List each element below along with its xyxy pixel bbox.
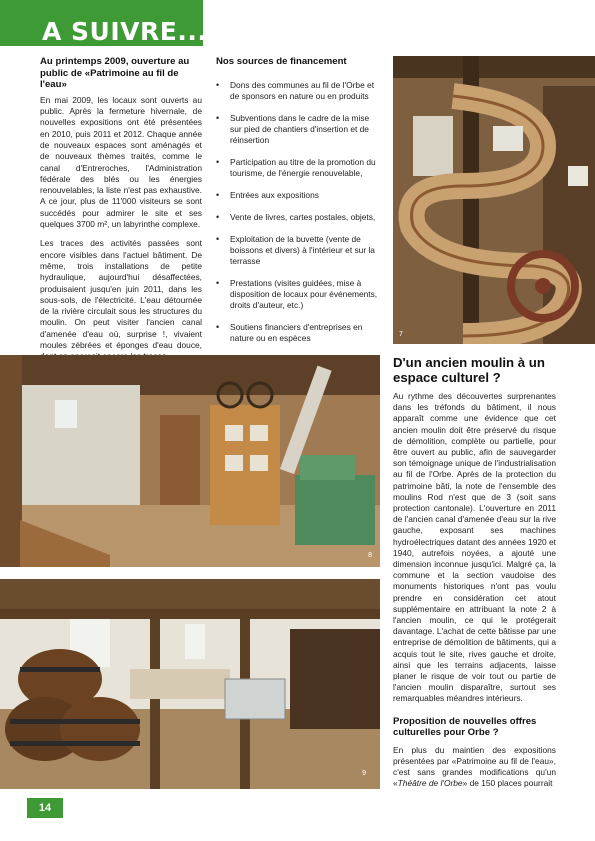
column-3	[393, 355, 556, 790]
barrels-illustration	[0, 579, 380, 789]
col3-paragraph-2-start: En plus du maintien des expositions présentées par «Patrimoine au fil de l'eau», c'est sans grandes modifications qu'un «	[393, 744, 556, 789]
photo-exhibition-hall	[0, 355, 380, 567]
photo-number-8: 8	[368, 552, 372, 559]
section-banner	[0, 0, 208, 46]
col3-paragraph-2-end: » de 150 places pourrait	[462, 778, 553, 789]
photo-number-9: 9	[362, 770, 366, 777]
list-item: • Prestations (visites guidées, mise à disposition de locaux pour événements, droits d'auteur, etc.)	[216, 278, 380, 311]
col3-paragraph: Au rythme des découvertes surprenantes dans les tréfonds du bâtiment, il nous apparaît comme une évidence que cet ancien moulin doit être préservé du risque de démolition, complète ou partielle, pour être ouvert au public, afin de sauvegarder son témoignage unique de l'industrialisation au fil de l'Orbe. Après de la protection du patrimoine bâti, la note de l'ensemble des moulins Rod n'est que de 3 (soit sans protection cantonale). L'ouverture en 2011 de l'ancien canal d'amenée d'eau sur la rive gauche, exposant ses machines hydroélectriques datant des années 1920 et 1940, autrefois noyées, a ajouté une dimension inconnue jusqu'ici. Malgré ça, la commune et la section vaudoise des monuments historiques n'ont pas voulu prendre en considération cet atout supplémentaire en attribuant la note 2 à l'ancien moulin, ce qui le protégerait davantage. L'achat de cette bâtisse par une entreprise de démolition de bâtiments, qui a acquis tout le site, rives gauche et droite, ainsi que les terrains adjacents, laisse planer le risque de voir tout ou partie de l'ancien moulin disparaître, surtout ses remarquables méandres intérieurs.	[393, 391, 556, 704]
page-number: 14	[27, 798, 63, 818]
col3-subheading: Proposition de nouvelles offres culturelles pour Orbe ?	[393, 715, 537, 739]
financing-list	[216, 80, 380, 344]
list-item: • Participation au titre de la promotion du tourisme, de l'énergie renouvelable,	[216, 157, 380, 179]
column-1	[40, 56, 202, 363]
exhibition-hall-illustration	[0, 355, 380, 567]
col1-heading: Au printemps 2009, ouverture au public de «Patrimoine au fil de l'eau»	[40, 56, 190, 91]
banner-title: A SUIVRE...	[42, 17, 208, 46]
photo-spiral-staircase	[393, 56, 595, 344]
photo-barrels	[0, 579, 380, 789]
col3-heading: D'un ancien moulin à un espace culturel ?	[393, 355, 545, 385]
column-2	[216, 56, 380, 355]
spiral-staircase-illustration	[393, 56, 595, 344]
list-item: • Exploitation de la buvette (vente de boissons et divers) à l'intérieur et sur la terrasse	[216, 234, 380, 267]
photo-number-7: 7	[399, 331, 403, 338]
list-item: • Entrées aux expositions	[216, 190, 380, 201]
col1-paragraph-2: Les traces des activités passées sont encore visibles dans l'actuel bâtiment. De même, trois installations de petite hydraulique, aujourd'hui désaffectées, produisaient jusqu'en juin 2011, dans les sous-sols, de l'électricité. L'eau détournée de la rivière circulait sous les structures du moulin. On peut visiter l'ancien canal d'amenée d'eau où, surprise !, vivaient moules zébrées et éponges d'eau douce,	[40, 238, 202, 351]
theatre-name: Théâtre de l'Orbe	[397, 778, 463, 789]
list-item: • Soutiens financiers d'entreprises en nature ou en espèces	[216, 322, 380, 344]
col3-paragraph-2	[393, 745, 556, 790]
col1-paragraph-1: En mai 2009, les locaux sont ouverts au public. Après la fermeture hivernale, de nouvelles expositions ont été présentées en 2010, puis 2011 et 2012. Chaque année de nouveaux espaces sont aménagés et de nouveaux thèmes traités, comme le canal d'Entreroches, l'Administration fédérale des blés ou les énergies renouvelables, la liste n'est pas exhaustive. A ce jour, plus de 11'000 visiteurs se sont succédés pour admirer le site et ses quelques 3700 m², un labyrinthe complexe.	[40, 94, 202, 230]
list-item: • Dons des communes au fil de l'Orbe et de sponsors en nature ou en produits	[216, 80, 380, 102]
list-item: • Subventions dans le cadre de la mise sur pied de chantiers d'insertion et de réinsertion	[216, 113, 380, 146]
col2-heading: Nos sources de financement	[216, 56, 347, 67]
list-item: • Vente de livres, cartes postales, objets,	[216, 212, 380, 223]
